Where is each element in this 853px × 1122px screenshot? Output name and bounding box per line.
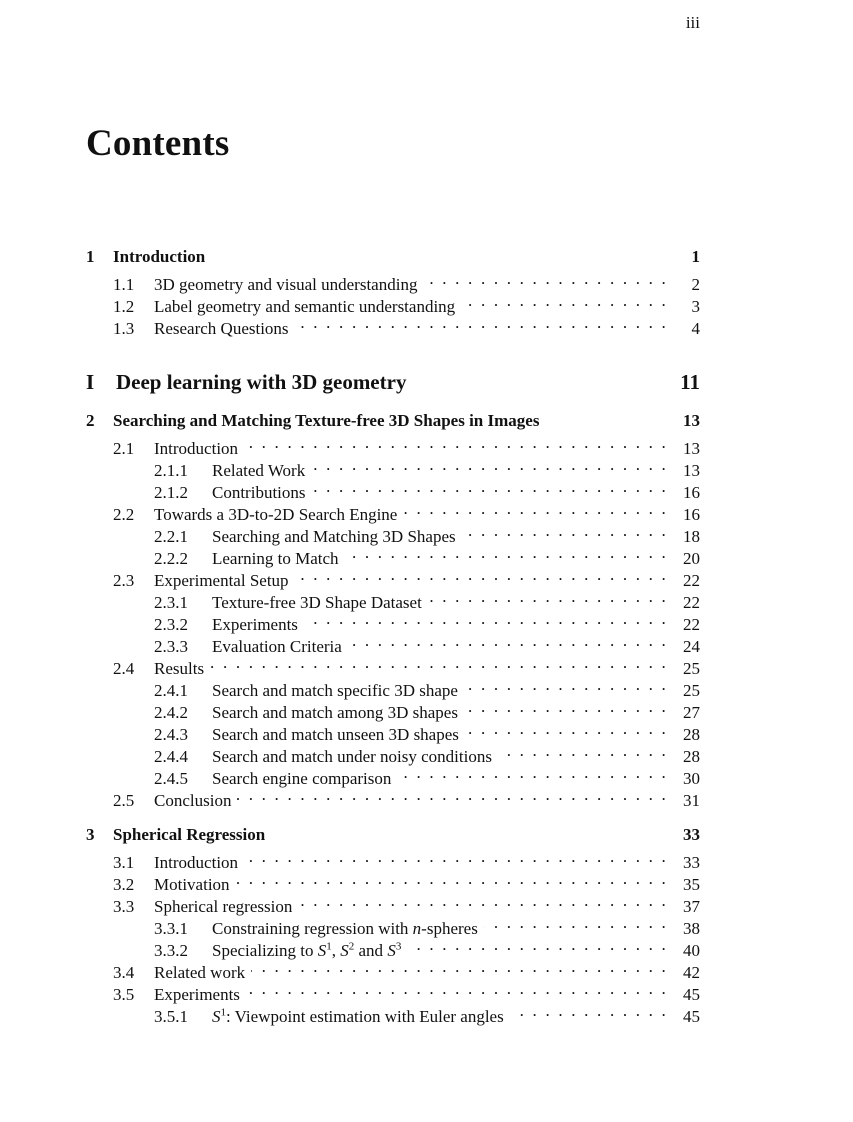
toc-section-1-3[interactable]: 1.3 Research Questions . . . 4 <box>86 312 700 334</box>
dot-leader <box>348 630 668 652</box>
dot-leader <box>251 956 668 978</box>
toc-subsection-3-3-1[interactable]: 3.3.1 Constraining regression with n-spheres . . . 38 <box>86 912 700 934</box>
toc-section-3-2[interactable]: 3.2 Motivation . . . 35 <box>86 868 700 890</box>
dot-leader <box>295 312 668 334</box>
dot-leader <box>403 498 668 520</box>
dot-leader <box>510 1000 668 1022</box>
toc-subsection-3-5-1[interactable]: 3.5.1 $S^1$: Viewpoint estimation with Euler angles . . . 45 <box>86 1000 700 1022</box>
toc-chapter-3[interactable]: 3 Spherical Regression 33 <box>86 825 700 844</box>
toc-section-2-5[interactable]: 2.5 Conclusion . . . 31 <box>86 784 700 806</box>
toc-subsection-2-3-1[interactable]: 2.3.1 Texture-free 3D Shape Dataset . . . 22 <box>86 586 700 608</box>
dot-leader <box>236 868 668 890</box>
toc-subsection-2-1-1[interactable]: 2.1.1 Related Work . . . 13 <box>86 454 700 476</box>
toc-section-2-2[interactable]: 2.2 Towards a 3D-to-2D Search Engine . . . 16 <box>86 498 700 520</box>
dot-leader <box>298 890 668 912</box>
toc-subsection-2-3-3[interactable]: 2.3.3 Evaluation Criteria . . . 24 <box>86 630 700 652</box>
dot-leader <box>244 846 668 868</box>
toc-subsection-2-4-4[interactable]: 2.4.4 Search and match under noisy conditions . . . 28 <box>86 740 700 762</box>
dot-leader <box>465 718 668 740</box>
toc-section-1-2[interactable]: 1.2 Label geometry and semantic understanding . . . 3 <box>86 290 700 312</box>
toc-section-2-3[interactable]: 2.3 Experimental Setup . . . 22 <box>86 564 700 586</box>
toc-subsection-2-4-5[interactable]: 2.4.5 Search engine comparison . . . 30 <box>86 762 700 784</box>
dot-leader <box>304 608 668 630</box>
toc-part-1[interactable]: I Deep learning with 3D geometry 11 <box>86 370 700 394</box>
dot-leader <box>311 454 668 476</box>
toc-section-3-3[interactable]: 3.3 Spherical regression . . . 37 <box>86 890 700 912</box>
toc-section-3-5[interactable]: 3.5 Experiments . . . 45 <box>86 978 700 1000</box>
toc-section-3-4[interactable]: 3.4 Related work . . . 42 <box>86 956 700 978</box>
dot-leader <box>295 564 668 586</box>
toc-subsection-2-2-2[interactable]: 2.2.2 Learning to Match . . . 20 <box>86 542 700 564</box>
dot-leader <box>312 476 668 498</box>
dot-leader <box>461 290 668 312</box>
toc-subsection-2-3-2[interactable]: 2.3.2 Experiments . . . 22 <box>86 608 700 630</box>
toc-subsection-3-3-2[interactable]: 3.3.2 Specializing to $S^1$, $S^2$ and $S^3$ . . . 40 <box>86 934 700 956</box>
dot-leader <box>407 934 668 956</box>
toc-section-1-1[interactable]: 1.1 3D geometry and visual understanding . . . 2 <box>86 268 700 290</box>
dot-leader <box>423 268 668 290</box>
toc-subsection-2-4-2[interactable]: 2.4.2 Search and match among 3D shapes . . . 27 <box>86 696 700 718</box>
dot-leader <box>210 652 668 674</box>
toc-section-2-4[interactable]: 2.4 Results . . . 25 <box>86 652 700 674</box>
toc-chapter-1[interactable]: 1 Introduction 1 <box>86 247 700 266</box>
toc-subsection-2-4-1[interactable]: 2.4.1 Search and match specific 3D shape . . . 25 <box>86 674 700 696</box>
dot-leader <box>464 674 668 696</box>
dot-leader <box>484 912 668 934</box>
toc-section-3-1[interactable]: 3.1 Introduction . . . 33 <box>86 846 700 868</box>
page-title: Contents <box>86 123 230 164</box>
dot-leader <box>246 978 668 1000</box>
dot-leader <box>464 696 668 718</box>
toc-subsection-2-2-1[interactable]: 2.2.1 Searching and Matching 3D Shapes . . . 18 <box>86 520 700 542</box>
toc-subsection-2-4-3[interactable]: 2.4.3 Search and match unseen 3D shapes . . . 28 <box>86 718 700 740</box>
dot-leader <box>498 740 668 762</box>
dot-leader <box>397 762 668 784</box>
toc-section-2-1[interactable]: 2.1 Introduction . . . 13 <box>86 432 700 454</box>
page-number: iii <box>685 13 700 32</box>
dot-leader <box>244 432 668 454</box>
dot-leader <box>462 520 668 542</box>
dot-leader <box>237 784 668 806</box>
table-of-contents <box>86 246 700 1026</box>
dot-leader <box>428 586 668 608</box>
dot-leader <box>345 542 668 564</box>
toc-subsection-2-1-2[interactable]: 2.1.2 Contributions . . . 16 <box>86 476 700 498</box>
toc-chapter-2[interactable]: 2 Searching and Matching Texture-free 3D Shapes in Images 13 <box>86 411 700 430</box>
